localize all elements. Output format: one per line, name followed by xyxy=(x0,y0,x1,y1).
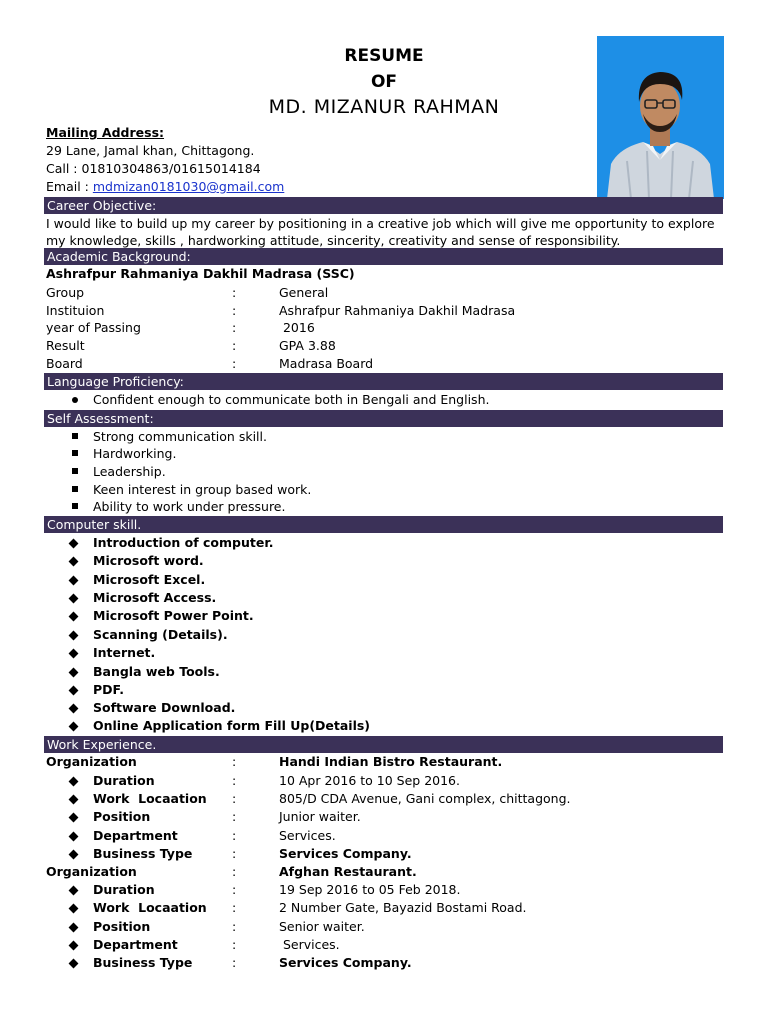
bullet-diamond-icon xyxy=(69,612,79,622)
job-field-label: Work Locaation xyxy=(93,900,207,915)
job-field-label: Department xyxy=(93,937,178,952)
job-field-value: 805/D CDA Avenue, Gani complex, chittagong. xyxy=(279,791,571,806)
job-field-colon: : xyxy=(232,937,237,952)
job-field-colon: : xyxy=(232,900,237,915)
academic-value: General xyxy=(279,285,329,300)
bullet-diamond-icon xyxy=(69,941,79,951)
academic-key: year of Passing xyxy=(46,320,141,335)
bullet-diamond-icon xyxy=(69,795,79,805)
school-name: Ashrafpur Rahmaniya Dakhil Madrasa (SSC) xyxy=(46,266,355,281)
bullet-square-icon xyxy=(72,450,78,456)
bullet-diamond-icon xyxy=(69,631,79,641)
candidate-name: MD. MIZANUR RAHMAN xyxy=(268,96,500,118)
academic-colon: : xyxy=(232,285,237,300)
job-field-label: Department xyxy=(93,828,178,843)
bullet-square-icon xyxy=(72,468,78,474)
bullet-diamond-icon xyxy=(69,649,79,659)
email-label: Email : xyxy=(46,179,93,194)
bullet-diamond-icon xyxy=(69,850,79,860)
bullet-diamond-icon xyxy=(69,539,79,549)
academic-value: GPA 3.88 xyxy=(279,338,336,353)
bullet-dot-icon xyxy=(72,397,78,403)
bullet-diamond-icon xyxy=(69,704,79,714)
computer-skill-item: Software Download. xyxy=(93,700,236,715)
job-field-value: Junior waiter. xyxy=(279,809,361,824)
job-field-colon: : xyxy=(232,773,237,788)
computer-skill-item: Microsoft Excel. xyxy=(93,572,206,587)
bullet-diamond-icon xyxy=(69,557,79,567)
bullet-diamond-icon xyxy=(69,813,79,823)
resume-title: RESUME xyxy=(344,46,424,66)
academic-colon: : xyxy=(232,356,237,371)
job-field-colon: : xyxy=(232,846,237,861)
academic-key: Instituion xyxy=(46,303,105,318)
organization-colon: : xyxy=(232,864,237,879)
job-field-value: 2 Number Gate, Bayazid Bostami Road. xyxy=(279,900,527,915)
job-field-label: Work Locaation xyxy=(93,791,207,806)
language-item: Confident enough to communicate both in Bengali and English. xyxy=(93,392,490,407)
career-objective-heading: Career Objective: xyxy=(44,197,723,214)
self-assessment-item: Keen interest in group based work. xyxy=(93,482,312,497)
bullet-square-icon xyxy=(72,503,78,509)
job-field-value: Services. xyxy=(279,937,340,952)
email-link[interactable]: mdmizan0181030@gmail.com xyxy=(92,179,285,194)
profile-photo xyxy=(597,36,724,199)
job-field-colon: : xyxy=(232,791,237,806)
academic-colon: : xyxy=(232,320,237,335)
job-field-value: Services. xyxy=(279,828,336,843)
self-assessment-item: Hardworking. xyxy=(93,446,177,461)
bullet-diamond-icon xyxy=(69,904,79,914)
bullet-diamond-icon xyxy=(69,886,79,896)
job-field-label: Position xyxy=(93,809,151,824)
academic-value: Madrasa Board xyxy=(279,356,374,371)
organization-name: Afghan Restaurant. xyxy=(279,864,417,879)
computer-skill-item: Bangla web Tools. xyxy=(93,664,220,679)
work-experience-heading: Work Experience. xyxy=(44,736,723,753)
job-field-value: Services Company. xyxy=(279,846,412,861)
self-assessment-item: Strong communication skill. xyxy=(93,429,267,444)
computer-skill-item: Online Application form Fill Up(Details) xyxy=(93,718,371,733)
job-field-value: Services Company. xyxy=(279,955,412,970)
self-assessment-heading: Self Assessment: xyxy=(44,410,723,427)
computer-skill-item: Scanning (Details). xyxy=(93,627,228,642)
job-field-value: 10 Apr 2016 to 10 Sep 2016. xyxy=(279,773,460,788)
computer-skill-heading: Computer skill. xyxy=(44,516,723,533)
bullet-diamond-icon xyxy=(69,923,79,933)
academic-key: Group xyxy=(46,285,85,300)
academic-key: Result xyxy=(46,338,85,353)
language-proficiency-heading: Language Proficiency: xyxy=(44,373,723,390)
job-field-label: Business Type xyxy=(93,955,193,970)
mailing-address: 29 Lane, Jamal khan, Chittagong. xyxy=(46,143,255,158)
job-field-colon: : xyxy=(232,882,237,897)
profile-photo-drawing xyxy=(597,36,724,199)
job-field-colon: : xyxy=(232,955,237,970)
self-assessment-item: Ability to work under pressure. xyxy=(93,499,286,514)
job-field-value: Senior waiter. xyxy=(279,919,365,934)
academic-value: 2016 xyxy=(279,320,315,335)
job-field-colon: : xyxy=(232,828,237,843)
job-field-label: Duration xyxy=(93,882,155,897)
career-objective-line-2: my knowledge, skills , hardworking attitude, sincerity, creativity and sense of responsibility. xyxy=(46,233,621,248)
bullet-diamond-icon xyxy=(69,959,79,969)
computer-skill-item: Microsoft Power Point. xyxy=(93,608,254,623)
job-field-colon: : xyxy=(232,919,237,934)
organization-label: Organization xyxy=(46,754,137,769)
job-field-colon: : xyxy=(232,809,237,824)
bullet-diamond-icon xyxy=(69,686,79,696)
organization-label: Organization xyxy=(46,864,137,879)
mailing-address-heading: Mailing Address: xyxy=(46,125,165,140)
phone-numbers: Call : 01810304863/01615014184 xyxy=(46,161,261,176)
self-assessment-item: Leadership. xyxy=(93,464,166,479)
computer-skill-item: Microsoft word. xyxy=(93,553,204,568)
bullet-diamond-icon xyxy=(69,576,79,586)
email-line xyxy=(46,179,284,194)
bullet-diamond-icon xyxy=(69,668,79,678)
organization-colon: : xyxy=(232,754,237,769)
bullet-diamond-icon xyxy=(69,777,79,787)
computer-skill-item: Microsoft Access. xyxy=(93,590,217,605)
academic-colon: : xyxy=(232,303,237,318)
computer-skill-item: Internet. xyxy=(93,645,156,660)
organization-name: Handi Indian Bistro Restaurant. xyxy=(279,754,503,769)
bullet-diamond-icon xyxy=(69,722,79,732)
job-field-label: Business Type xyxy=(93,846,193,861)
academic-value: Ashrafpur Rahmaniya Dakhil Madrasa xyxy=(279,303,516,318)
computer-skill-item: Introduction of computer. xyxy=(93,535,274,550)
job-field-label: Duration xyxy=(93,773,155,788)
bullet-square-icon xyxy=(72,486,78,492)
academic-background-heading: Academic Background: xyxy=(44,248,723,265)
bullet-square-icon xyxy=(72,433,78,439)
academic-colon: : xyxy=(232,338,237,353)
resume-title-of: OF xyxy=(370,72,398,92)
bullet-diamond-icon xyxy=(69,594,79,604)
academic-key: Board xyxy=(46,356,83,371)
career-objective-line-1: I would like to build up my career by positioning in a creative job which will give me opportunity to explore xyxy=(46,216,715,231)
job-field-label: Position xyxy=(93,919,151,934)
computer-skill-item: PDF. xyxy=(93,682,124,697)
job-field-value: 19 Sep 2016 to 05 Feb 2018. xyxy=(279,882,461,897)
bullet-diamond-icon xyxy=(69,832,79,842)
